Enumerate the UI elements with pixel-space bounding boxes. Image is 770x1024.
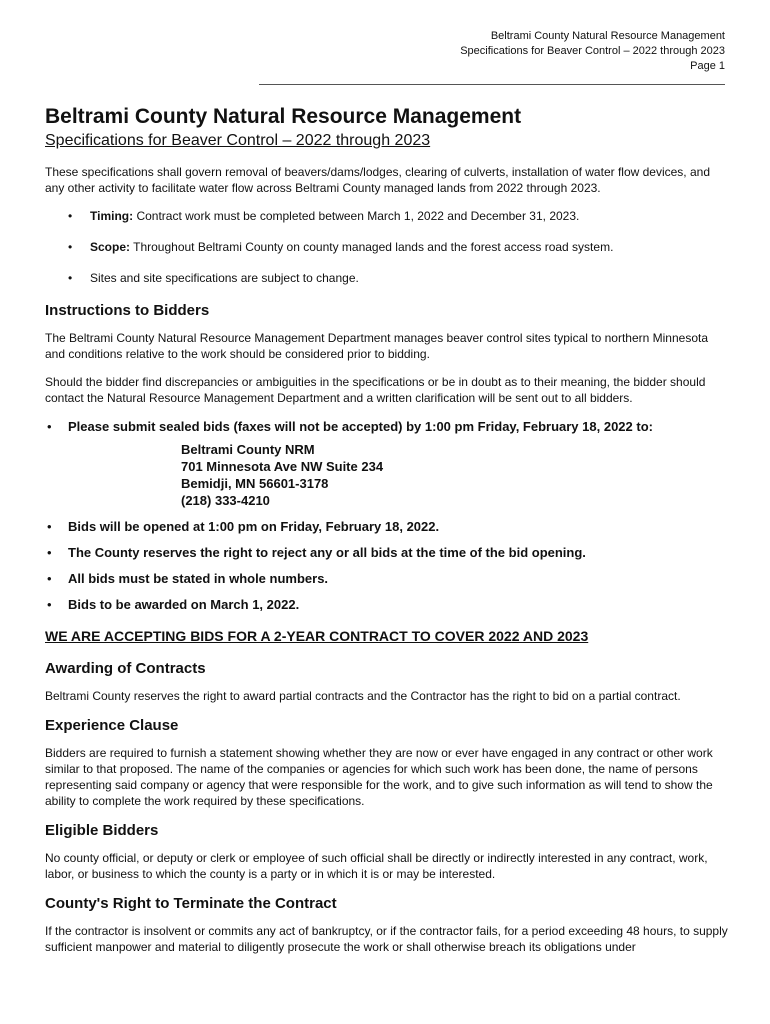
bid-submit-text: Please submit sealed bids (faxes will not be accepted) by 1:00 pm Friday, February 18, 2022 to:: [68, 419, 653, 434]
bullet-scope: [45, 239, 730, 255]
section-heading-eligible: Eligible Bidders: [45, 822, 159, 839]
bullet-label: Timing:: [90, 209, 134, 223]
bid-bullet: • The County reserves the right to reject any or all bids at the time of the bid opening.: [45, 544, 730, 561]
instructions-paragraph-2: Should the bidder find discrepancies or ambiguities in the specifications or be in doubt as to their meaning, the bidder should contact the Natural Resource Management Department and a written clarification will be sent out to all bidders.: [45, 375, 706, 405]
address-phone: (218) 333-4210: [181, 493, 270, 508]
bullet-text: Contract work must be completed between March 1, 2022 and December 31, 2023.: [133, 209, 580, 223]
document-subtitle: Specifications for Beaver Control – 2022 through 2023: [45, 132, 431, 149]
section-text-terminate: If the contractor is insolvent or commits any act of bankruptcy, or if the contractor fails, for a period exceeding 48 hours, to supply sufficient manpower and material to diligently prosecute the work or shall otherwise breach its obligations under: [45, 924, 728, 954]
section-heading-instructions: Instructions to Bidders: [45, 302, 210, 319]
document-body: [45, 104, 730, 967]
document-title: Beltrami County Natural Resource Management: [45, 105, 522, 128]
address-line: Bemidji, MN 56601-3178: [181, 476, 329, 491]
page-number: Page 1: [690, 60, 725, 72]
intro-bullet-list: [45, 208, 730, 286]
bid-bullet: • All bids must be stated in whole numbers.: [45, 570, 730, 587]
instructions-paragraph-1: The Beltrami County Natural Resource Management Department manages beaver control sites typical to northern Minnesota and conditions relative to the work should be considered prior to bidding.: [45, 331, 708, 361]
bullet-timing: [45, 208, 730, 224]
address-line: 701 Minnesota Ave NW Suite 234: [181, 459, 384, 474]
section-text-experience: Bidders are required to furnish a statement showing whether they are now or ever have engaged in any contract or other work similar to that proposed. The name of the companies or agencies for which such work has been done, the name of persons representing said company or agency that were responsible for the work, and to give such information as will tend to show the ability to complete the work required by these specifications.: [45, 746, 713, 808]
bid-bullet: • Bids to be awarded on March 1, 2022.: [45, 596, 730, 613]
bid-submit-bullet: [45, 418, 730, 509]
section-heading-terminate: County's Right to Terminate the Contract: [45, 895, 337, 912]
section-heading-experience: Experience Clause: [45, 717, 179, 734]
intro-paragraph: These specifications shall govern removal of beavers/dams/lodges, clearing of culverts, installation of water flow devices, and any other activity to facilitate water flow across Beltrami County managed lands from 2022 through 2023.: [45, 165, 710, 195]
section-text-awarding: Beltrami County reserves the right to award partial contracts and the Contractor has the right to bid on a partial contract.: [45, 689, 681, 703]
section-text-eligible: No county official, or deputy or clerk or employee of such official shall be directly or indirectly interested in any contract, work, labor, or business to which the county is a party or in which it is or may be interested.: [45, 851, 708, 881]
address-line: Beltrami County NRM: [181, 442, 315, 457]
mailing-address: [181, 441, 730, 509]
bid-bullet-list: [45, 418, 730, 613]
section-heading-awarding: Awarding of Contracts: [45, 660, 206, 677]
bullet-text: Sites and site specifications are subject to change.: [90, 271, 359, 285]
header-rule: [259, 84, 725, 85]
running-header: [460, 29, 725, 74]
running-header-line1: Beltrami County Natural Resource Management: [490, 30, 725, 42]
bullet-label: Scope:: [90, 240, 131, 254]
bullet-sites: [45, 270, 730, 286]
bid-bullet: • Bids will be opened at 1:00 pm on Friday, February 18, 2022.: [45, 518, 730, 535]
bullet-text: Throughout Beltrami County on county managed lands and the forest access road system.: [130, 240, 614, 254]
contract-banner: WE ARE ACCEPTING BIDS FOR A 2-YEAR CONTRACT TO COVER 2022 AND 2023: [45, 628, 589, 644]
running-header-line2: Specifications for Beaver Control – 2022 through 2023: [460, 45, 725, 57]
